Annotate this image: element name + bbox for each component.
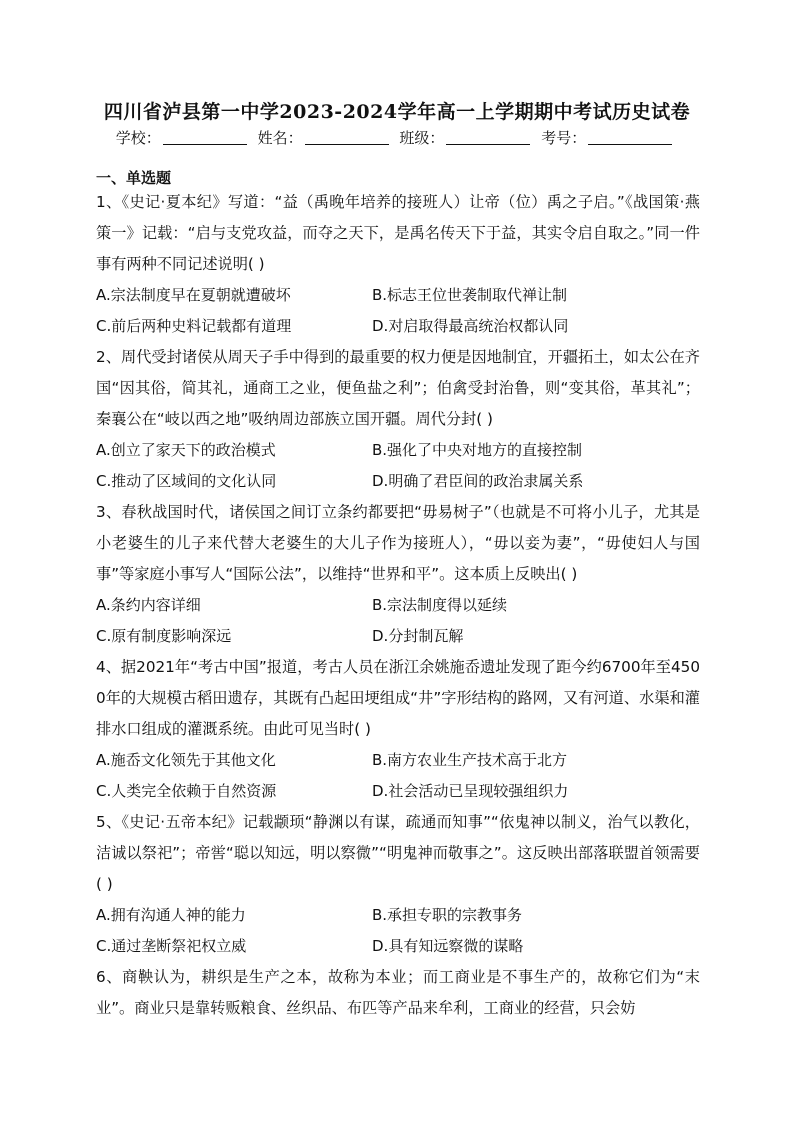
question-1-option-d: D.对启取得最高统治权都认同 — [372, 317, 569, 335]
question-2 — [96, 342, 700, 497]
question-5-option-c: C.通过垄断祭祀权立威 — [96, 937, 247, 955]
exam-number-blank — [588, 130, 672, 145]
question-5-options — [96, 900, 700, 962]
question-list — [96, 187, 700, 1024]
exam-number-label: 考号： — [541, 129, 587, 147]
question-6-text: 6、商鞅认为，耕织是生产之本，故称为本业；而工商业是不事生产的，故称它们为“末业”。商业只是靠转贩粮食、丝织品、布匹等产品来牟利，工商业的经营，只会妨 — [96, 968, 700, 1017]
question-5-text: 5、《史记·五帝本纪》记载颛顼“静渊以有谋，疏通而知事”“依鬼神以制义，治气以教化，洁诚以祭祀”；帝喾“聪以知远，明以察微”“明鬼神而敬事之”。这反映出部落联盟首领需要( ) — [96, 813, 700, 893]
question-2-option-d: D.明确了君臣间的政治隶属关系 — [372, 472, 584, 490]
question-4-option-c: C.人类完全依赖于自然资源 — [96, 782, 277, 800]
question-6 — [96, 962, 700, 1024]
question-2-option-b: B.强化了中央对地方的直接控制 — [372, 441, 583, 459]
question-3 — [96, 497, 700, 652]
exam-number-field — [541, 127, 672, 148]
question-3-options — [96, 590, 700, 652]
question-4-options — [96, 745, 700, 807]
name-field — [258, 127, 389, 148]
school-field — [116, 127, 247, 148]
question-2-option-a: A.创立了家天下的政治模式 — [96, 441, 276, 459]
question-1-options — [96, 280, 700, 342]
student-info-line — [0, 127, 794, 148]
question-2-options — [96, 435, 700, 497]
question-3-option-a: A.条约内容详细 — [96, 596, 201, 614]
question-1-option-b: B.标志王位世袭制取代禅让制 — [372, 286, 568, 304]
section-title: 一、单选题 — [96, 169, 172, 187]
question-2-text: 2、周代受封诸侯从周天子手中得到的最重要的权力便是因地制宜，开疆拓土，如太公在齐国“因其俗，简其礼，通商工之业，便鱼盐之利”；伯禽受封治鲁，则“变其俗，革其礼”；秦襄公在“岐以西之地”吸纳周边部族立国开疆。周代分封( ) — [96, 348, 700, 428]
question-5 — [96, 807, 700, 962]
question-3-option-d: D.分封制瓦解 — [372, 627, 464, 645]
school-blank — [163, 130, 247, 145]
question-1-option-c: C.前后两种史料记载都有道理 — [96, 317, 292, 335]
question-4-text: 4、据2021年“考古中国”报道，考古人员在浙江余姚施岙遗址发现了距今约6700年至4500年的大规模古稻田遗存，其既有凸起田埂组成“井”字形结构的路网，又有河道、水渠和灌排水口组成的灌溉系统。由此可见当时( ) — [96, 658, 700, 738]
school-label: 学校： — [115, 129, 161, 147]
question-3-option-b: B.宗法制度得以延续 — [372, 596, 508, 614]
question-1-option-a: A.宗法制度早在夏朝就遭破坏 — [96, 286, 291, 304]
question-5-option-b: B.承担专职的宗教事务 — [372, 906, 523, 924]
question-2-option-c: C.推动了区域间的文化认同 — [96, 472, 277, 490]
name-blank — [305, 130, 389, 145]
question-4-option-a: A.施岙文化领先于其他文化 — [96, 751, 276, 769]
class-label: 班级： — [399, 129, 445, 147]
question-1 — [96, 187, 700, 342]
class-field — [399, 127, 530, 148]
exam-title: 四川省泸县第一中学2023-2024学年高一上学期期中考试历史试卷 — [103, 101, 691, 123]
class-blank — [446, 130, 530, 145]
question-4-option-b: B.南方农业生产技术高于北方 — [372, 751, 568, 769]
question-3-option-c: C.原有制度影响深远 — [96, 627, 232, 645]
question-3-text: 3、春秋战国时代，诸侯国之间订立条约都要把“毋易树子”（也就是不可将小儿子，尤其是小老婆生的儿子来代替大老婆生的大儿子作为接班人），“毋以妾为妻”，“毋使妇人与国事”等家庭小事写人“国际公法”，以维持“世界和平”。这本质上反映出( ) — [96, 503, 700, 583]
question-4 — [96, 652, 700, 807]
question-4-option-d: D.社会活动已呈现较强组织力 — [372, 782, 569, 800]
question-5-option-d: D.具有知远察微的谋略 — [372, 937, 524, 955]
question-1-text: 1、《史记·夏本纪》写道：“益（禹晚年培养的接班人）让帝（位）禹之子启。”《战国策·燕策一》记载：“启与支党攻益，而夺之天下，是禹名传天下于益，其实令启自取之。”同一件事有两种不同记述说明( ) — [96, 193, 700, 273]
question-5-option-a: A.拥有沟通人神的能力 — [96, 906, 246, 924]
name-label: 姓名： — [257, 129, 303, 147]
